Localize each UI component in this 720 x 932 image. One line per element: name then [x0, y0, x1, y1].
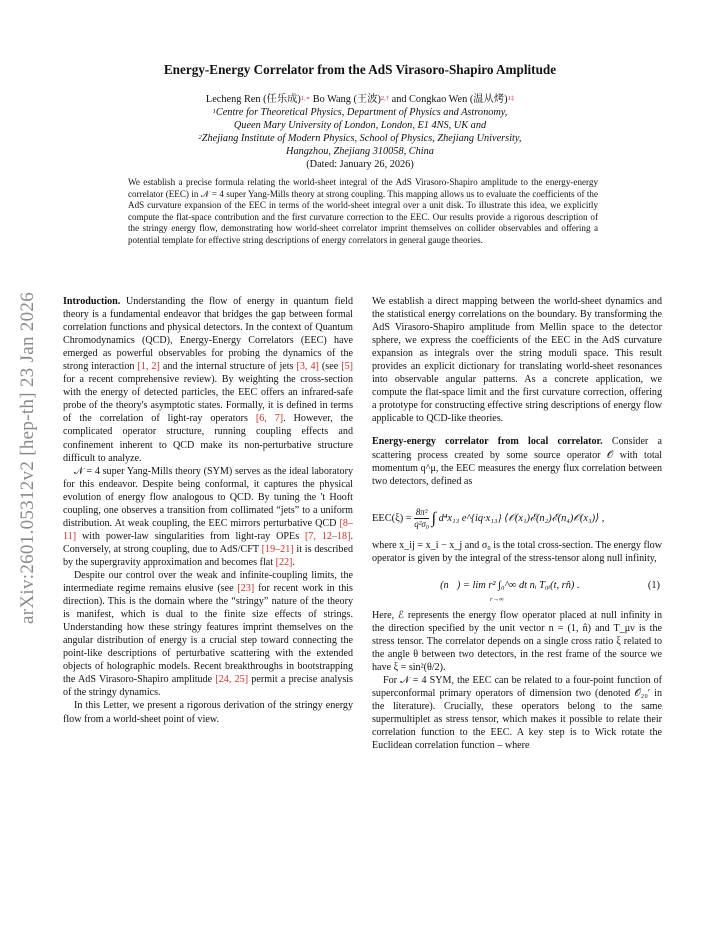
intro-text-2d: it is described by the supergravity approximation and becomes flat [63, 543, 353, 568]
author-1-marker: 1,∗ [300, 95, 311, 102]
right-paragraph-4: Here, ℰ represents the energy flow operator placed at null infinity in the direction specified by the unit vector n = (1, n̂) and T_μν is the stress tensor. The correlator depends on a single cross ratio ξ related to the angle θ between two detectors, in the rest frame of the source we have ξ = sin²(θ/2). [372, 609, 662, 673]
citation[interactable]: [23] [237, 583, 255, 595]
affiliation-1 [0, 106, 720, 119]
intro-text-3a: Despite our control over the weak and infinite-coupling limits, the intermediate regime remains elusive (see [63, 569, 353, 595]
right-column [372, 295, 662, 752]
intro-text-2a: 𝒩 = 4 super Yang-Mills theory (SYM) serves as the ideal laboratory for this endeavor. Despite being conformal, it captures the physical evolution of energy flow analogous to QCD. By tuning the 't Hooft coupling, one observes a transition from collimated “jets” to a uniform distribution. At weak coupling, the EEC mirrors perturbative QCD [63, 465, 353, 529]
affiliation-2-marker: 2 [198, 134, 202, 141]
equation-eec [372, 497, 662, 531]
right-paragraph-3: where x_ij = x_i − x_j and σ₀ is the total cross-section. The energy flow operator is given by the integral of the stress-tensor along null infinity, [372, 539, 662, 564]
affiliation-1b: Queen Mary University of London, London, E1 4NS, UK and [233, 120, 487, 131]
citation[interactable]: [19–21] [261, 543, 294, 555]
equation-number: (1) [647, 579, 660, 591]
author-2-marker: 2,† [380, 95, 390, 102]
arxiv-stamp [14, 258, 42, 658]
intro-text-3c: permit a precise analysis of the stringy dynamics. [63, 674, 353, 699]
author-line [0, 93, 720, 106]
paper-title: Energy-Energy Correlator from the AdS Virasoro-Shapiro Amplitude [163, 62, 557, 77]
affiliation-2 [0, 132, 720, 145]
intro-text-2e: . [292, 556, 295, 568]
intro-text-2c: . Conversely, at strong coupling, due to AdS/CFT [63, 530, 353, 555]
affiliation-1-marker: 1 [212, 108, 216, 115]
citation[interactable]: [3, 4] [296, 361, 319, 373]
eq1-fraction [414, 507, 429, 530]
arxiv-stamp-text: arXiv:2601.05312v2 [hep-th] 23 Jan 2026 [17, 291, 38, 625]
right-paragraph-5: For 𝒩 = 4 SYM, the EEC can be related to a four-point function of superconformal primary operators of dimension two (denoted 𝒪₂₀′ in the literature). Crucially, these operators belong to the same supermultiplet as stress tensor, which makes it possible to relate their correlation function to the EEC. A key step is to Wick rotate the Euclidean correlation function – where [372, 674, 662, 752]
intro-paragraph-2 [63, 465, 353, 569]
affiliation-1-line-a: Centre for Theoretical Physics, Department of Physics and Astronomy, [215, 107, 508, 118]
left-column [63, 295, 353, 726]
equation-energy-flow-body: ℰ(n⃗) = lim r² ∫₀^∞ dt nᵢ T₀ᵢ(t, rn̂) . [432, 579, 580, 591]
date-line: (Dated: January 26, 2026) [306, 159, 414, 170]
affiliation-2-line-a: Zhejiang Institute of Modern Physics, School of Physics, Zhejiang University, [201, 133, 522, 144]
intro-text-1c: (see [318, 361, 342, 373]
integral-sign: ∫ [431, 509, 436, 527]
citation[interactable]: [24, 25] [215, 674, 249, 686]
right-paragraph-1: We establish a direct mapping between the world-sheet dynamics and the statistical energy correlations on the boundary. By transforming the AdS Virasoro-Shapiro amplitude from Mellin space to the detector sphere, we express the coefficients of the EEC in the AdS curvature expansion as integrals over the string moduli space. This result provides an explicit dictionary for translating world-sheet resonances into observable angular patterns. As a concrete application, we compute the flat-space limit and the first curvature correction, offering a prototype for constructing effective string descriptions of energy flow applicable to QCD-like theories. [372, 296, 662, 425]
section-paragraph [372, 435, 662, 487]
author-3-marker: 1‡ [507, 95, 515, 102]
author-2: Bo Wang (王波) [310, 94, 381, 105]
author-1: Lecheng Ren (任乐成) [205, 94, 301, 105]
affiliation-2b: Hangzhou, Zhejiang 310058, China [286, 146, 434, 157]
author-block [0, 93, 720, 171]
intro-text-1b: and the internal structure of jets [159, 361, 297, 373]
eq1-frac-den: q²σ₀ [414, 518, 429, 529]
intro-paragraph-4: In this Letter, we present a rigorous derivation of the stringy energy flow from a world-sheet point of view. [63, 700, 353, 725]
citation[interactable]: [8–11] [63, 517, 353, 542]
author-3: and Congkao Wen (温从烤) [389, 94, 508, 105]
intro-heading: Introduction. [63, 296, 121, 307]
citation[interactable]: [5] [341, 361, 353, 373]
citation[interactable]: [7, 12–18] [305, 530, 351, 542]
equation-eec-body [372, 507, 604, 530]
citation[interactable]: [6, 7] [255, 413, 284, 425]
eq2-lim-subscript: r→∞ [490, 595, 504, 603]
eq1-rhs: d⁴x₁₃ e^{iq·x₁₃} ⟨𝒪(x₁)ℰ(n₂)ℰ(n₄)𝒪(x₃)⟩ , [438, 512, 605, 524]
eq1-frac-num: 8π² [415, 506, 428, 517]
intro-text-1d: for a recent comprehensive review). By weighting the cross-section with the energy of detected particles, the EEC offers an infrared-safe probe of the theory's asymptotic states. Formally, it is defined in terms of the correlation of light-ray operators [63, 374, 353, 425]
intro-paragraph-3 [63, 569, 353, 699]
section-text: Consider a scattering process created by some source operator 𝒪 with total momentum q^μ, the EEC measures the energy flux correlation between two detectors, defined as [372, 436, 662, 487]
section-heading: Energy-energy correlator from local correlator. [372, 436, 603, 448]
citation[interactable]: [22] [275, 556, 293, 568]
intro-text-2b: with power-law singularities from light-ray OPEs [76, 530, 306, 542]
intro-text-1e: . However, the complicated operator structure, running coupling effects and confinement inherent to QCD make its non-perturbative structure difficult to analyze. [63, 413, 353, 464]
section-gap [372, 425, 662, 435]
intro-text-1a: Understanding the flow of energy in quantum field theory is a fundamental endeavor that bridges the gap between formal correlation functions and physical detectors. In the context of Quantum Chromodynamics (QCD), Energy-Energy Correlators (EEC) have emerged as powerful observables for probing the dynamics of the strong interaction [63, 296, 353, 373]
abstract: We establish a precise formula relating the world-sheet integral of the AdS Virasoro-Shapiro amplitude to the energy-energy correlator (EEC) in 𝒩 = 4 super Yang-Mills theory at strong coupling. This mapping allows us to evaluate the coefficients of the AdS curvature expansion of the EEC in terms of the world-sheet integral over a unit disk. To illustrate this idea, we explicitly compute the flat-space contribution and the first curvature correction to the EEC. Our results provide a rigorous description of the stringy energy flow, demonstrating how world-sheet correlator imprint themselves on collider observables and offering a potential template for effective string descriptions of energy correlators in general gauge theories. [128, 177, 598, 245]
equation-energy-flow [372, 571, 662, 601]
eq1-lhs: EEC(ξ) = [372, 512, 415, 524]
intro-text-3b: for recent work in this direction). This is the domain where the “stringy” nature of the theory is manifest, which is dual to the finite size effects of strings. Understanding how these stringy features imprint themselves on the angular distribution of energy is a crucial step toward connecting the point-like descriptions of perturbative scattering with the extended objects of holographic models. Recent breakthroughs in bootstrapping the AdS Virasoro-Shapiro amplitude [63, 583, 353, 686]
intro-paragraph-1 [63, 295, 353, 465]
citation[interactable]: [1, 2] [137, 361, 160, 373]
